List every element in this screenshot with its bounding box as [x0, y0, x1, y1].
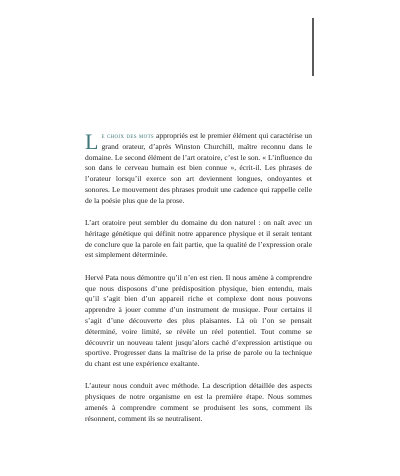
- lead-in-small-caps: e choix des mots: [101, 132, 155, 140]
- paragraph-4: L’auteur nous conduit avec méthode. La description détaillée des aspects physiques de notre organisme en est la première étape. Nous sommes amenés à comprendre comment se produisent les sons, comment ils résonnent, comment ils se neutralisent.: [85, 381, 312, 423]
- margin-rule: [312, 18, 314, 76]
- body-text: [85, 131, 312, 436]
- drop-cap: L: [85, 129, 99, 154]
- paragraph-2: L’art oratoire peut sembler du domaine du don naturel : on naît avec un héritage génétique qui définit notre apparence physique et il serait tentant de conclure que la parole en fait partie, que la qualité de l’expression orale est simplement déterminée.: [85, 218, 312, 260]
- paragraph-1-text: appropriés est le premier élément qui caractérise un grand orateur, d’après Winston Churchill, maître reconnu dans le domaine. Le second élément de l’art oratoire, c’est le son. « L’influence du son dans le cerveau humain est bien connue », écrit-il. Les phrases de l’orateur lorsqu’il exerce son art deviennent longues, ondoyantes et sonores. Le mouvement des phrases produit une cadence qui rappelle celle de la poésie plus que de la prose.: [85, 131, 313, 205]
- paragraph-3: Hervé Pata nous démontre qu’il n’en est rien. Il nous amène à comprendre que nous disposons d’une prédisposition physique, bien entendu, mais qu’il s’agit bien d’un appareil riche et complexe dont nous pouvons apprendre à jouer comme d’un instrument de musique. Pour certains il s’agit d’une découverte des plus plaisantes. Là où l’on se pensait déterminé, voire limité, se révèle un réel potentiel. Tout comme se découvrir un nouveau talent jusqu’alors caché d’expression artistique ou sportive. Progresser dans la maîtrise de la prise de parole ou la technique du chant est une expérience exaltante.: [85, 272, 312, 369]
- paragraph-1: [85, 131, 312, 207]
